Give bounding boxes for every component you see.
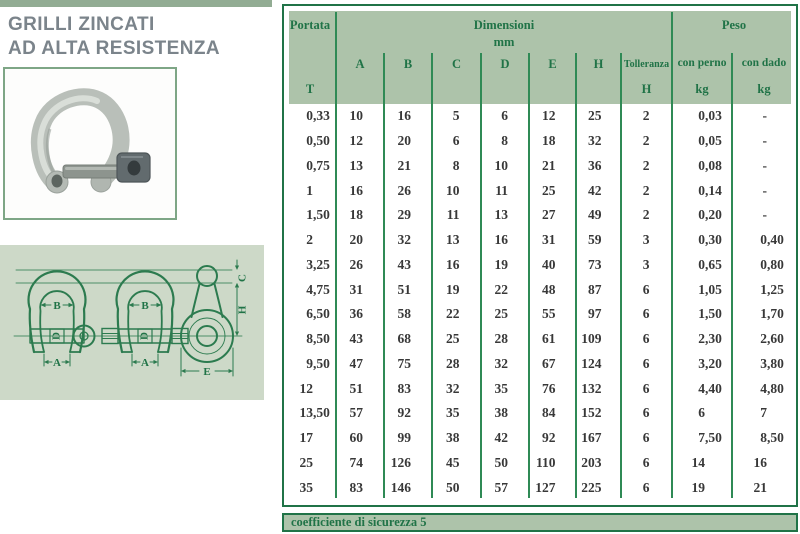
table-cell: 22: [494, 281, 508, 297]
table-cell: 26: [349, 256, 363, 272]
table-cell: 31: [542, 232, 556, 248]
table-cell: 1 ,50: [306, 207, 330, 223]
product-photo-frame: [3, 67, 177, 220]
title-line1: GRILLI ZINCATI: [8, 14, 155, 35]
table-cell: 124: [581, 355, 602, 371]
table-cell: 13: [349, 157, 363, 173]
table-cell: 0 ,08: [698, 157, 722, 173]
table-cell: 0 ,33: [306, 108, 330, 124]
table-row: [284, 302, 796, 327]
table-cell: 3 ,25: [306, 256, 330, 272]
table-cell: 0 ,03: [698, 108, 722, 124]
table-cell: 13: [494, 207, 508, 223]
table-cell: 12: [542, 108, 556, 124]
table-cell: 51: [397, 281, 411, 297]
table-cell: 5: [452, 108, 460, 124]
table-body: [284, 104, 796, 500]
table-cell: 35: [299, 479, 313, 495]
col-header-perno-unit: kg: [695, 82, 709, 96]
table-cell: 73: [588, 256, 602, 272]
col-header-portata: Portata: [289, 18, 331, 32]
table-cell: -: [762, 108, 767, 124]
table-cell: 4 ,40: [698, 380, 722, 396]
table-row: [284, 426, 796, 451]
table-cell: 225: [581, 479, 602, 495]
table-cell: 32: [397, 232, 411, 248]
table-cell: 146: [390, 479, 411, 495]
drawing-label-d-left: D: [50, 332, 63, 340]
table-cell: 152: [581, 405, 602, 421]
drawing-label-h: H: [236, 305, 249, 315]
table-row: [284, 228, 796, 253]
table-cell: 0 ,20: [698, 207, 722, 223]
table-cell: 127: [535, 479, 556, 495]
col-header-b: B: [403, 57, 413, 71]
table-cell: 67: [542, 355, 556, 371]
table-cell: 1 ,50: [698, 306, 722, 322]
technical-drawing-panel: [0, 245, 264, 400]
table-row: [284, 376, 796, 401]
table-cell: 42: [494, 430, 508, 446]
table-cell: 16: [494, 232, 508, 248]
table-cell: 11: [446, 207, 460, 223]
table-cell: 83: [397, 380, 411, 396]
table-cell: 16: [397, 108, 411, 124]
table-cell: 6: [642, 306, 650, 322]
table-cell: 51: [349, 380, 363, 396]
table-cell: 76: [542, 380, 556, 396]
table-cell: 9 ,50: [306, 355, 330, 371]
group-header-peso: Peso: [721, 18, 747, 32]
table-cell: 110: [535, 454, 556, 470]
table-cell: 45: [446, 454, 460, 470]
table-row: [284, 154, 796, 179]
drawing-label-b-middle: B: [141, 300, 149, 312]
col-header-dado-unit: kg: [757, 82, 771, 96]
table-cell: 6: [642, 331, 650, 347]
table-cell: -: [762, 133, 767, 149]
shackle-technical-drawing: [0, 245, 264, 400]
table-cell: 0 ,50: [306, 133, 330, 149]
table-cell: 25: [446, 331, 460, 347]
table-cell: 0 ,40: [760, 232, 784, 248]
table-cell: 2: [642, 133, 650, 149]
table-row: [284, 178, 796, 203]
table-cell: -: [762, 207, 767, 223]
table-cell: 32: [588, 133, 602, 149]
page-title: [8, 13, 220, 61]
table-cell: 43: [349, 331, 363, 347]
table-cell: 20: [397, 133, 411, 149]
drawing-pin-profile: [181, 260, 239, 376]
col-header-tolleranza: Tolleranza: [623, 59, 670, 70]
table-row: [284, 203, 796, 228]
drawing-label-c: C: [236, 274, 249, 282]
col-header-con-perno: con perno: [677, 57, 727, 69]
table-cell: 109: [581, 331, 602, 347]
top-accent-bar: [0, 0, 272, 7]
col-header-con-dado: con dado: [741, 57, 787, 69]
safety-coefficient-strip: [282, 513, 798, 532]
table-cell: 27: [542, 207, 556, 223]
table-cell: 2: [306, 232, 313, 248]
table-cell: 36: [588, 157, 602, 173]
table-cell: 16: [349, 182, 363, 198]
drawing-shackle-screw-pin: [29, 271, 95, 366]
table-cell: 6: [642, 405, 650, 421]
table-cell: 3 ,20: [698, 355, 722, 371]
table-cell: 8 ,50: [306, 331, 330, 347]
table-cell: 35: [446, 405, 460, 421]
table-cell: 1 ,05: [698, 281, 722, 297]
table-cell: 92: [542, 430, 556, 446]
table-cell: 83: [349, 479, 363, 495]
table-cell: 6: [642, 430, 650, 446]
table-cell: 126: [390, 454, 411, 470]
table-cell: 58: [397, 306, 411, 322]
table-cell: 0 ,14: [698, 182, 722, 198]
table-cell: 50: [446, 479, 460, 495]
table-cell: 18: [349, 207, 363, 223]
table-cell: 8: [501, 133, 508, 149]
table-cell: 35: [494, 380, 508, 396]
table-cell: 4 ,75: [306, 281, 330, 297]
table-row: [284, 475, 796, 500]
table-cell: 50: [494, 454, 508, 470]
table-cell: 74: [349, 454, 363, 470]
table-cell: 97: [588, 306, 602, 322]
table-cell: 0 ,75: [306, 157, 330, 173]
table-cell: 38: [494, 405, 508, 421]
table-cell: 25: [542, 182, 556, 198]
table-cell: 6: [642, 479, 650, 495]
table-cell: 7: [760, 405, 767, 421]
drawing-label-d-middle: D: [138, 332, 151, 340]
table-cell: 40: [542, 256, 556, 272]
table-cell: 84: [542, 405, 556, 421]
table-row: [284, 327, 796, 352]
table-cell: 6: [501, 108, 508, 124]
table-cell: 10: [494, 157, 508, 173]
table-cell: 12: [349, 133, 363, 149]
table-cell: 87: [588, 281, 602, 297]
table-cell: 31: [349, 281, 363, 297]
table-cell: 42: [588, 182, 602, 198]
table-cell: 57: [494, 479, 508, 495]
table-cell: 3: [642, 256, 650, 272]
table-cell: 25: [588, 108, 602, 124]
col-header-h: H: [593, 57, 604, 71]
table-cell: 16: [446, 256, 460, 272]
table-cell: 57: [349, 405, 363, 421]
table-cell: 28: [494, 331, 508, 347]
table-cell: 0 ,80: [760, 256, 784, 272]
table-cell: 6: [642, 281, 650, 297]
table-cell: 6 ,50: [306, 306, 330, 322]
col-header-portata-unit: T: [305, 82, 315, 96]
table-cell: 8 ,50: [760, 430, 784, 446]
table-cell: 0 ,30: [698, 232, 722, 248]
shackle-photo: [5, 69, 175, 218]
table-cell: 10: [349, 108, 363, 124]
table-cell: 1: [306, 182, 313, 198]
table-cell: 13: [446, 232, 460, 248]
table-cell: 48: [542, 281, 556, 297]
table-cell: 22: [446, 306, 460, 322]
table-cell: 6: [642, 355, 650, 371]
table-cell: 3: [642, 232, 650, 248]
safety-coefficient-text: coefficiente di sicurezza 5: [291, 515, 427, 530]
table-cell: 19: [494, 256, 508, 272]
table-cell: 6: [642, 380, 650, 396]
table-cell: 0 ,65: [698, 256, 722, 272]
table-cell: 68: [397, 331, 411, 347]
table-cell: 60: [349, 430, 363, 446]
table-cell: 8: [452, 157, 460, 173]
table-cell: 167: [581, 430, 602, 446]
col-header-tolleranza-unit: H: [641, 82, 652, 96]
table-cell: 132: [581, 380, 602, 396]
table-cell: 36: [349, 306, 363, 322]
table-cell: 59: [588, 232, 602, 248]
table-row: [284, 401, 796, 426]
table-cell: 26: [397, 182, 411, 198]
col-header-d: D: [500, 57, 510, 71]
table-cell: 21: [397, 157, 411, 173]
table-row: [284, 253, 796, 278]
table-cell: 17: [299, 430, 313, 446]
table-cell: 203: [581, 454, 602, 470]
table-row: [284, 129, 796, 154]
table-cell: 11: [495, 182, 508, 198]
col-header-e: E: [548, 57, 557, 71]
table-cell: 20: [349, 232, 363, 248]
group-header-dimensioni-unit: mm: [493, 35, 515, 49]
table-cell: 12: [299, 380, 313, 396]
table-cell: 13 ,50: [299, 405, 330, 421]
drawing-label-b-left: B: [53, 300, 61, 312]
table-cell: 4 ,80: [760, 380, 784, 396]
table-row: [284, 104, 796, 129]
table-cell: 1 ,70: [760, 306, 784, 322]
table-cell: 3 ,80: [760, 355, 784, 371]
table-cell: 18: [542, 133, 556, 149]
table-cell: 61: [542, 331, 556, 347]
col-header-a: A: [355, 57, 365, 71]
table-cell: 2: [642, 108, 650, 124]
drawing-label-a-left: A: [53, 357, 61, 369]
col-header-c: C: [451, 57, 462, 71]
drawing-label-a-middle: A: [141, 357, 149, 369]
table-cell: 10: [446, 182, 460, 198]
table-cell: 0 ,05: [698, 133, 722, 149]
table-cell: 28: [446, 355, 460, 371]
table-cell: 19: [691, 479, 705, 495]
drawing-shackle-bolt-type: [102, 271, 188, 366]
table-cell: 32: [446, 380, 460, 396]
table-cell: 2: [642, 182, 650, 198]
table-cell: 19: [446, 281, 460, 297]
table-cell: -: [762, 182, 767, 198]
table-cell: 75: [397, 355, 411, 371]
table-cell: 32: [494, 355, 508, 371]
table-cell: 38: [446, 430, 460, 446]
table-cell: 43: [397, 256, 411, 272]
table-cell: 6: [452, 133, 460, 149]
table-cell: 21: [542, 157, 556, 173]
table-cell: 7 ,50: [698, 430, 722, 446]
table-cell: 2: [642, 157, 650, 173]
table-cell: 47: [349, 355, 363, 371]
table-cell: 14: [691, 454, 705, 470]
table-cell: 16: [753, 454, 767, 470]
table-cell: 21: [753, 479, 767, 495]
table-cell: 2 ,60: [760, 331, 784, 347]
table-cell: 1 ,25: [760, 281, 784, 297]
table-cell: 29: [397, 207, 411, 223]
table-cell: 55: [542, 306, 556, 322]
table-cell: 6: [642, 454, 650, 470]
table-cell: 99: [397, 430, 411, 446]
table-cell: 25: [494, 306, 508, 322]
table-cell: -: [762, 157, 767, 173]
table-cell: 2 ,30: [698, 331, 722, 347]
table-row: [284, 352, 796, 377]
table-cell: 92: [397, 405, 411, 421]
table-cell: 49: [588, 207, 602, 223]
table-cell: 25: [299, 454, 313, 470]
table-row: [284, 277, 796, 302]
spec-table: [282, 4, 798, 507]
drawing-label-e: E: [203, 366, 211, 378]
table-cell: 2: [642, 207, 650, 223]
table-cell: 6: [698, 405, 705, 421]
table-row: [284, 451, 796, 476]
group-header-dimensioni: Dimensioni: [473, 18, 535, 32]
title-line2: AD ALTA RESISTENZA: [8, 38, 220, 59]
